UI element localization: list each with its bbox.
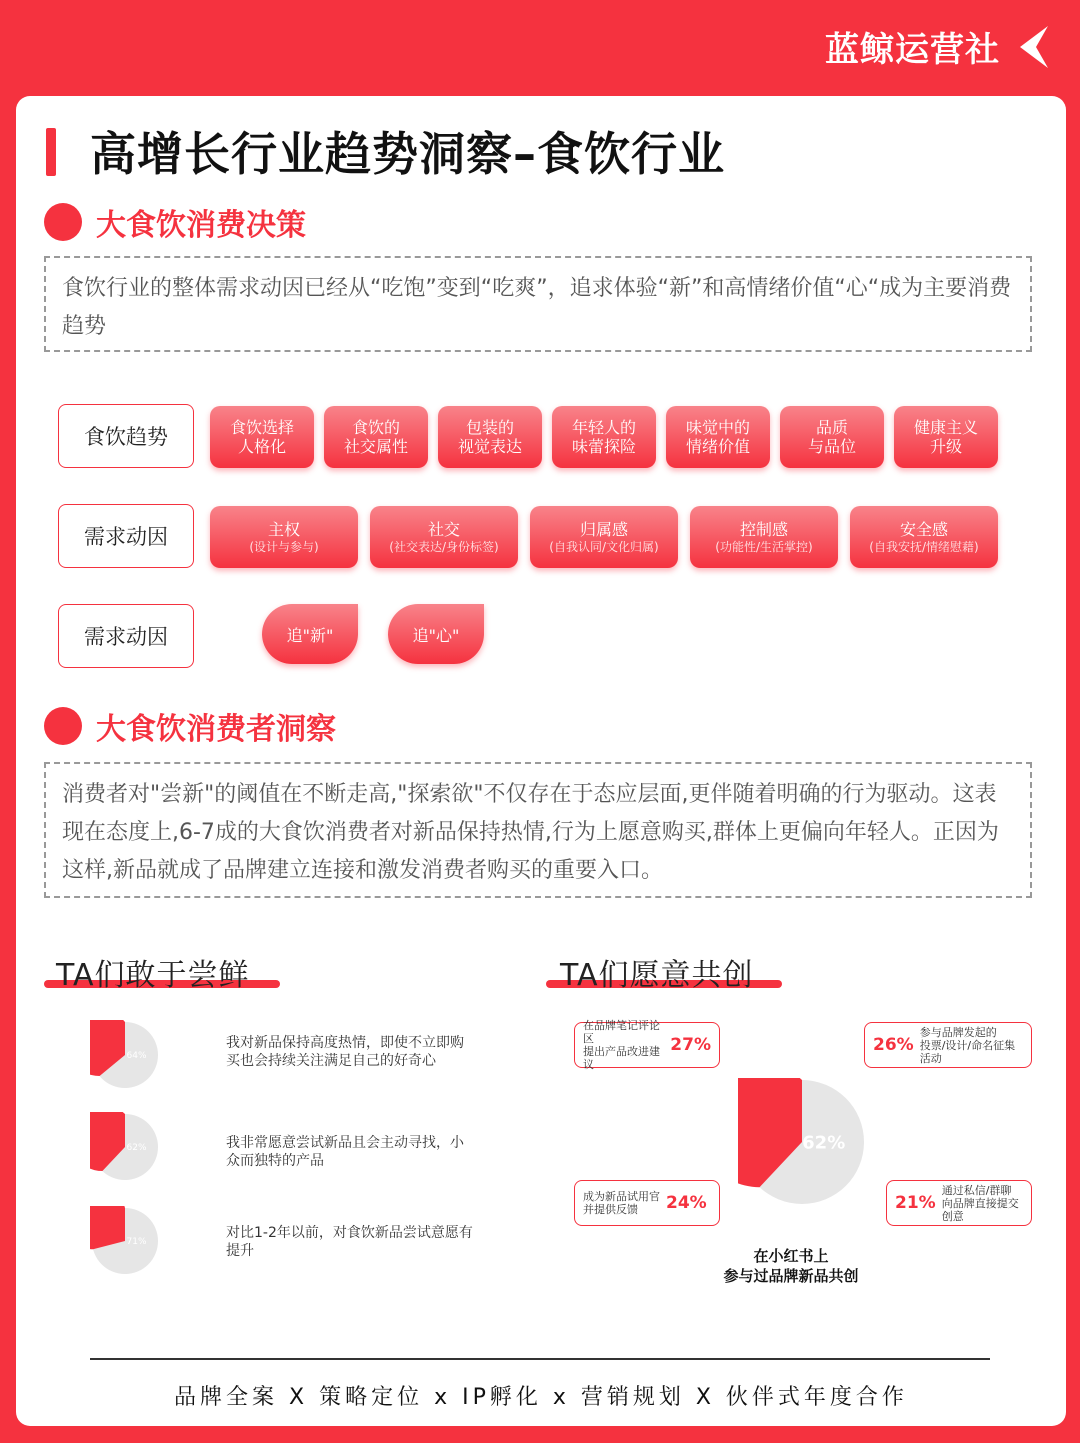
statement-text: 我对新品保持高度热情，即使不立即购买也会持续关注满足自己的好奇心 (226, 1035, 464, 1069)
chip-sub: (功能性/生活掌控) (715, 539, 813, 554)
row-label-pursuit: 需求动因 (58, 604, 194, 668)
chip-main: 社交 (427, 519, 460, 539)
page-title: 高增长行业趋势洞察–食饮行业 (90, 127, 725, 181)
footer-divider (90, 1358, 990, 1360)
chip-line: 品质 (815, 418, 848, 437)
section-heading-insight (44, 704, 336, 748)
chip-sub: (自我安抚/情绪慰藉) (869, 539, 979, 554)
pie-caption: 在小红书上 参与过品牌新品共创 (723, 1247, 859, 1285)
statement-text: 我非常愿意尝试新品且会主动寻找，小众而独特的产品 (226, 1135, 464, 1169)
section-heading-text: 大食饮消费者洞察 (96, 712, 336, 747)
demand-chip (530, 506, 678, 568)
panel-title-cocreate: TA们愿意共创 (560, 958, 754, 993)
stat-percent: 21% (895, 1193, 936, 1213)
chip-main: 控制感 (739, 519, 788, 539)
chip-line: 人格化 (237, 437, 286, 456)
trend-chip (894, 406, 998, 468)
stat-desc: 在品牌笔记评论区 提出产品改进建议 (583, 1019, 660, 1071)
trend-chip (666, 406, 770, 468)
chip-main: 安全感 (899, 519, 948, 539)
chip-line: 社交属性 (343, 437, 408, 456)
demand-chip (370, 506, 518, 568)
section-heading-decision (44, 200, 306, 244)
statement-text: 对比1-2年以前，对食饮新品尝试意愿有提升 (226, 1225, 473, 1259)
demand-chip (690, 506, 838, 568)
chip-line: 食饮的 (351, 418, 400, 437)
pie-chart-large (738, 1078, 866, 1206)
trend-chip (324, 406, 428, 468)
row-label-trend: 食饮趋势 (58, 404, 194, 468)
panel-title-try: TA们敢于尝鲜 (56, 958, 250, 993)
pie-chart (90, 1112, 160, 1182)
pie-label: 62% (126, 1143, 147, 1154)
stat-box (886, 1180, 1032, 1226)
stat-desc: 参与品牌发起的 投票/设计/命名征集活动 (919, 1025, 1016, 1065)
demand-chip (210, 506, 358, 568)
stat-percent: 27% (670, 1035, 711, 1055)
chip-main: 归属感 (579, 519, 628, 539)
stat-desc: 成为新品试用官 并提供反馈 (583, 1190, 660, 1216)
trend-chip (552, 406, 656, 468)
section-heading-text: 大食饮消费决策 (96, 208, 306, 243)
pie-label: 71% (126, 1237, 147, 1248)
title-accent-bar (46, 128, 56, 176)
pie-label: 64% (126, 1051, 147, 1062)
brand-name: 蓝鲸运营社 (825, 30, 1000, 70)
trend-chip (780, 406, 884, 468)
trend-chip (210, 406, 314, 468)
chip-line: 与品位 (807, 437, 856, 456)
chip-sub: (设计与参与) (249, 539, 319, 554)
bullet-dot-icon (44, 203, 82, 241)
chip-line: 视觉表达 (457, 437, 522, 456)
pursuit-heart-drop: 追"心" (388, 604, 484, 664)
chip-line: 健康主义 (913, 418, 978, 437)
chip-line: 情绪价值 (685, 437, 750, 456)
trend-chip (438, 406, 542, 468)
decision-summary-box: 食饮行业的整体需求动因已经从“吃饱”变到“吃爽”，追求体验“新”和高情绪价值“心“成为主要消费趋势 (44, 256, 1032, 352)
stat-percent: 24% (666, 1193, 707, 1213)
whale-tail-icon (1010, 24, 1050, 70)
row-label-demand: 需求动因 (58, 504, 194, 568)
chip-sub: (自我认同/文化归属) (549, 539, 659, 554)
chip-line: 年轻人的 (571, 418, 636, 437)
pie-label: 62% (802, 1132, 846, 1154)
footer-services: 品牌全案 X 策略定位 x IP孵化 x 营销规划 X 伙伴式年度合作 (174, 1385, 908, 1410)
demand-chip (850, 506, 998, 568)
chip-line: 升级 (929, 437, 962, 456)
chip-main: 主权 (267, 519, 300, 539)
insight-summary-box: 消费者对"尝新"的阈值在不断走高,"探索欲"不仅存在于态应层面,更伴随着明确的行为驱动。这表现在态度上,6-7成的大食饮消费者对新品保持热情,行为上愿意购买,群体上更偏向年轻人。正因为这样,新品就成了品牌建立连接和激发消费者购买的重要入口。 (44, 762, 1032, 898)
stat-box (864, 1022, 1032, 1068)
stat-desc: 通过私信/群聊 向品牌直接提交创意 (941, 1183, 1019, 1223)
bullet-dot-icon (44, 707, 82, 745)
stat-percent: 26% (873, 1035, 914, 1055)
chip-line: 味蕾探险 (571, 437, 636, 456)
chip-sub: (社交表达/身份标签) (389, 539, 499, 554)
content-card (16, 96, 1066, 1426)
chip-line: 味觉中的 (685, 418, 750, 437)
chip-line: 食饮选择 (229, 418, 294, 437)
stat-box (574, 1180, 720, 1226)
pie-chart (90, 1206, 160, 1276)
brand-logo (825, 22, 1050, 71)
pie-chart (90, 1020, 160, 1090)
pursuit-new-drop: 追"新" (262, 604, 358, 664)
chip-line: 包装的 (465, 418, 514, 437)
stat-box (574, 1019, 720, 1071)
